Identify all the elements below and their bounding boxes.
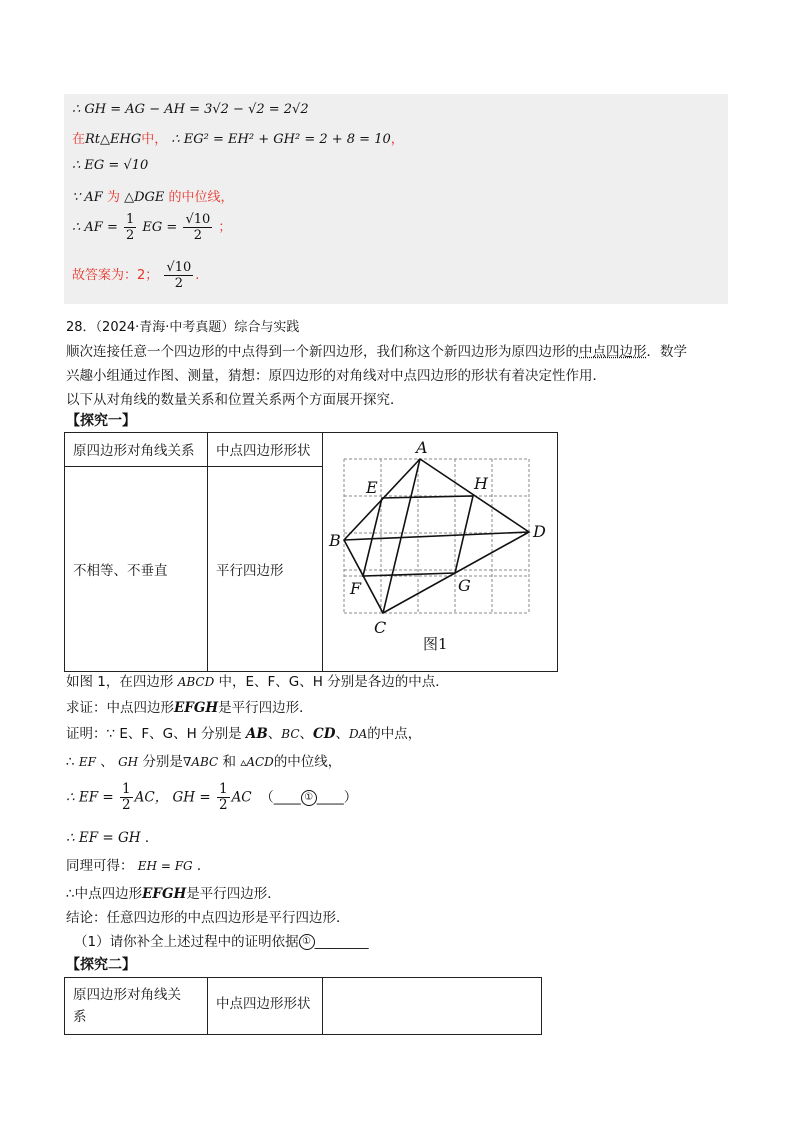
- frac-num: 1: [125, 212, 135, 227]
- q1-marker: ①: [299, 934, 315, 950]
- problem-paragraph-1: [66, 340, 687, 360]
- period: .: [195, 268, 200, 283]
- table1-figure-cell: [323, 433, 558, 672]
- table1-header-diagonal: 原四边形对角线关系: [65, 433, 208, 467]
- table1-diagonal-value: 不相等、不垂直: [65, 467, 208, 672]
- explore-1-heading: 【探究一】: [66, 413, 136, 429]
- solution-line-2: [72, 128, 404, 147]
- proof-conclusion: 结论：任意四边形的中点四边形是平行四边形．: [66, 910, 350, 926]
- frac-num: √10: [185, 212, 211, 227]
- proof-line-1: [66, 670, 449, 690]
- s3-da: DA: [348, 727, 368, 741]
- label-b: B: [329, 531, 341, 550]
- sep: 、: [267, 726, 282, 742]
- s5-half-2: [217, 782, 230, 813]
- problem-paragraph-2: 兴趣小组通过作图、测量，猜想：原四边形的对角线对中点四边形的形状有着决定性作用．: [66, 368, 606, 384]
- solution-box: [64, 94, 728, 304]
- text-wei: 为: [106, 190, 120, 205]
- eg-squared-formula: ∴ EG² = EH² + GH² = 2 + 8 = 10: [171, 132, 391, 147]
- proof-line-4: [66, 750, 341, 770]
- proof-line-6: [66, 826, 158, 846]
- solution-line-3: [72, 158, 148, 173]
- frac-den: 2: [122, 797, 131, 813]
- label-f: F: [350, 579, 362, 598]
- s5-gh-eq: GH =: [172, 789, 211, 806]
- frac-den: 2: [218, 797, 228, 813]
- s6-end: ．: [144, 830, 159, 846]
- s4-therefore: ∴: [66, 754, 75, 770]
- text-zai: 在: [72, 132, 86, 147]
- point-labels: [328, 438, 546, 637]
- solution-line-5: [72, 212, 231, 243]
- proof-line-7: [66, 854, 210, 874]
- s5-ac-2: AC: [231, 789, 252, 806]
- label-h: H: [474, 474, 488, 493]
- s4-gh: GH: [118, 755, 139, 769]
- table2-header-diagonal: [65, 978, 208, 1035]
- s8-a: ∴中点四边形: [66, 886, 143, 902]
- explore-2-heading: 【探究二】: [66, 957, 136, 973]
- s4-sep: 、: [100, 754, 114, 770]
- s5-blank-post: ____: [316, 789, 344, 806]
- text-midline: 的中位线，: [168, 190, 234, 205]
- fraction-half: [124, 212, 136, 243]
- comma: ，: [390, 132, 404, 147]
- p1-text: 顺次连接任意一个四边形的中点得到一个新四边形，我们称这个新四边形为原四边形的: [66, 344, 579, 360]
- s2-efgh: EFGH: [174, 700, 219, 716]
- frac-den: 2: [193, 228, 202, 243]
- sep: 、: [335, 726, 349, 742]
- s3-ab: AB: [245, 726, 268, 742]
- solution-line-4: [72, 186, 234, 205]
- solution-line-6: [72, 260, 199, 291]
- sep: 、: [299, 726, 314, 742]
- s3-b: 的中点，: [367, 726, 422, 742]
- table2-h1b: 系: [73, 1009, 87, 1025]
- s5-blank-pre: ____: [273, 789, 301, 806]
- proof-line-5: [66, 782, 357, 813]
- proof-line-8: [66, 882, 281, 902]
- s1-a: 如图 1，在四边形: [66, 674, 174, 690]
- s1-abcd: ABCD: [177, 675, 215, 689]
- explore-2-table: [64, 977, 542, 1035]
- frac-den: 2: [174, 276, 183, 291]
- af-eq: ∴ AF =: [72, 220, 118, 235]
- s8-efgh: EFGH: [142, 886, 187, 902]
- q1-answer-blank[interactable]: ________: [314, 934, 369, 950]
- s3-cd: CD: [313, 726, 336, 742]
- s3-bc: BC: [281, 727, 300, 741]
- blank-1-marker[interactable]: ①: [301, 790, 317, 806]
- s6-formula: ∴ EF = GH: [66, 830, 141, 846]
- question-1: [74, 930, 369, 950]
- label-e: E: [366, 478, 378, 497]
- s3-a: 证明：∵ E、F、G、H 分别是: [66, 726, 242, 742]
- s5-ef-eq: ∴ EF =: [66, 789, 114, 806]
- figure-caption: 图1: [423, 635, 448, 653]
- semicolon: ；: [218, 220, 232, 235]
- triangle-ehg: Rt△EHG: [85, 132, 142, 147]
- gh-formula: ∴ GH = AG − AH = 3√2 − √2 = 2√2: [72, 102, 309, 117]
- s4-triangle-acd: ▵ACD: [240, 755, 274, 769]
- label-g: G: [458, 576, 471, 595]
- q1-text: （1）请你补全上述过程中的证明依据: [74, 934, 299, 950]
- s7-end: ．: [196, 858, 211, 874]
- table2-figure-cell: [323, 978, 542, 1035]
- p1-end: ．数学: [646, 344, 687, 360]
- problem-title: 28．（2024·青海·中考真题）综合与实践: [66, 320, 300, 335]
- answer-fraction: [164, 260, 193, 291]
- eg-formula: ∴ EG = √10: [72, 158, 149, 173]
- s7-formula: EH = FG: [137, 859, 193, 873]
- quadrilateral-figure: [323, 433, 555, 667]
- solution-line-1: [72, 102, 309, 117]
- s5-close-paren: ）: [343, 789, 358, 806]
- s5-ac-1: AC，: [134, 789, 169, 806]
- s7-a: 同理可得：: [66, 858, 134, 874]
- frac-num: 1: [218, 781, 228, 797]
- problem-paragraph-3: 以下从对角线的数量关系和位置关系两个方面展开探究．: [66, 392, 404, 408]
- s4-e: 的中位线，: [273, 754, 342, 770]
- frac-num: √10: [166, 260, 192, 275]
- s4-c: 分别是: [142, 754, 183, 770]
- proof-line-2: [66, 696, 313, 716]
- fraction-root10-over-2: [183, 212, 212, 243]
- diagonal-ac: [383, 459, 420, 613]
- eg-eq: EG =: [142, 220, 178, 235]
- table2-h1: 原四边形对角线关: [73, 987, 181, 1003]
- midpoint-quad-term: 中点四边形: [579, 344, 647, 360]
- table1-header-shape: 中点四边形形状: [208, 433, 323, 467]
- label-c: C: [374, 618, 387, 637]
- s1-b: 中，E、F、G、H 分别是各边的中点．: [218, 674, 449, 690]
- triangle-dge: △DGE: [124, 190, 165, 205]
- table1-shape-value: 平行四边形: [208, 467, 323, 672]
- s5-open-paren: （: [260, 789, 274, 806]
- answer-label: 故答案为：2；: [72, 268, 159, 283]
- s5-half-1: [120, 782, 133, 813]
- label-d: D: [533, 522, 546, 541]
- s4-triangle-abc: ∇ABC: [182, 755, 219, 769]
- s8-b: 是平行四边形．: [186, 886, 281, 902]
- s2-a: 求证：中点四边形: [66, 700, 174, 716]
- frac-den: 2: [125, 228, 135, 243]
- text-zhong: 中，: [141, 132, 168, 147]
- label-a: A: [416, 438, 428, 457]
- s4-and: 和: [222, 754, 237, 770]
- frac-num: 1: [122, 781, 131, 797]
- s2-b: 是平行四边形．: [218, 700, 313, 716]
- proof-line-3: [66, 722, 421, 742]
- table2-header-shape: 中点四边形形状: [208, 978, 323, 1035]
- s4-ef: EF: [78, 755, 96, 769]
- explore-1-table: [64, 432, 558, 672]
- af-symbol: ∵ AF: [72, 190, 103, 205]
